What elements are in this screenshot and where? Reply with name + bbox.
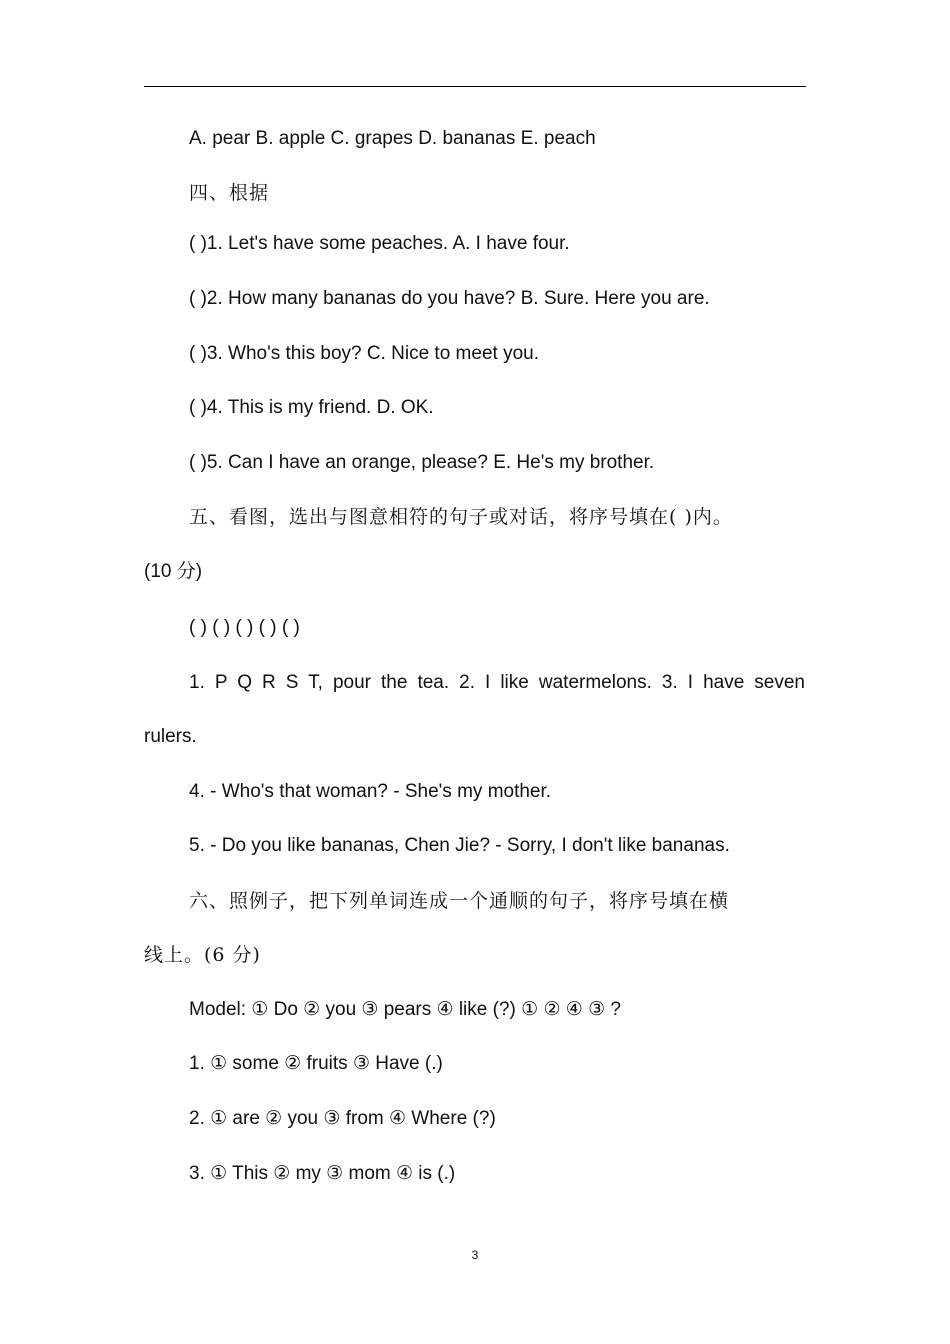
question-4-4: ( )4. This is my friend. D. OK. — [189, 397, 434, 418]
section-6-item-1: 1. ① some ② fruits ③ Have (.) — [189, 1053, 443, 1074]
section-4-title: 四、根据 — [189, 182, 270, 204]
section-5-score: (10 分) — [144, 561, 203, 582]
section-5-items-line-2: rulers. — [144, 726, 197, 747]
section-5-title: 五、看图，选出与图意相符的句子或对话，将序号填在( )内。 — [189, 506, 733, 528]
header-rule — [144, 86, 806, 87]
section-6-model: Model: ① Do ② you ③ pears ④ like (?) ① ② ④ ③ ? — [189, 999, 621, 1020]
question-4-1: ( )1. Let's have some peaches. A. I have four. — [189, 233, 570, 254]
question-4-3: ( )3. Who's this boy? C. Nice to meet you. — [189, 343, 539, 364]
question-4-5: ( )5. Can I have an orange, please? E. He's my brother. — [189, 452, 655, 473]
fruit-options: A. pear B. apple C. grapes D. bananas E. peach — [189, 128, 596, 149]
page-number: 3 — [471, 1248, 479, 1262]
section-6-title-cont: 线上。(6 分) — [144, 944, 261, 966]
section-5-answer-blanks: ( ) ( ) ( ) ( ) ( ) — [189, 617, 300, 638]
section-6-item-3: 3. ① This ② my ③ mom ④ is (.) — [189, 1163, 456, 1184]
section-5-items-line-1: 1. P Q R S T, pour the tea. 2. I like watermelons. 3. I have seven — [189, 672, 805, 693]
section-6-item-2: 2. ① are ② you ③ from ④ Where (?) — [189, 1108, 496, 1129]
section-5-item-4: 4. - Who's that woman? - She's my mother. — [189, 781, 552, 802]
question-4-2: ( )2. How many bananas do you have? B. Sure. Here you are. — [189, 288, 710, 309]
section-5-item-5: 5. - Do you like bananas, Chen Jie? - Sorry, I don't like bananas. — [189, 835, 730, 856]
section-6-title: 六、照例子，把下列单词连成一个通顺的句子，将序号填在横 — [189, 890, 730, 912]
